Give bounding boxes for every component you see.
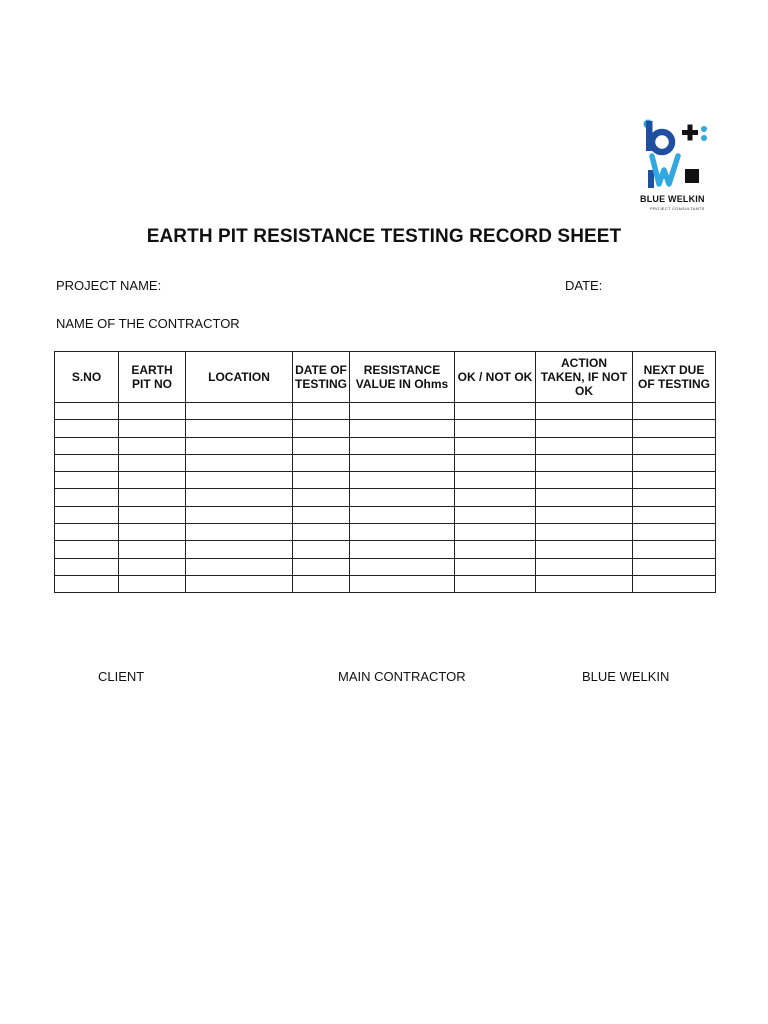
table-cell[interactable] bbox=[293, 575, 350, 592]
table-cell[interactable] bbox=[350, 420, 455, 437]
table-cell[interactable] bbox=[55, 403, 119, 420]
table-cell[interactable] bbox=[119, 506, 186, 523]
table-cell[interactable] bbox=[536, 541, 633, 558]
table-cell[interactable] bbox=[55, 437, 119, 454]
table-cell[interactable] bbox=[55, 472, 119, 489]
table-cell[interactable] bbox=[186, 403, 293, 420]
table-cell[interactable] bbox=[186, 558, 293, 575]
header-date-of-testing: DATE OF TESTING bbox=[293, 352, 350, 403]
table-cell[interactable] bbox=[350, 524, 455, 541]
table-cell[interactable] bbox=[119, 575, 186, 592]
table-cell[interactable] bbox=[293, 489, 350, 506]
table-cell[interactable] bbox=[186, 575, 293, 592]
table-cell[interactable] bbox=[55, 454, 119, 471]
table-cell[interactable] bbox=[633, 420, 716, 437]
table-cell[interactable] bbox=[455, 506, 536, 523]
table-cell[interactable] bbox=[293, 506, 350, 523]
record-table bbox=[54, 351, 716, 593]
table-cell[interactable] bbox=[536, 454, 633, 471]
table-cell[interactable] bbox=[186, 489, 293, 506]
table-cell[interactable] bbox=[55, 524, 119, 541]
logo-company-name: BLUE WELKIN bbox=[640, 194, 705, 204]
table-header-row bbox=[55, 352, 716, 403]
table-cell[interactable] bbox=[536, 420, 633, 437]
table-cell[interactable] bbox=[633, 541, 716, 558]
table-cell[interactable] bbox=[186, 541, 293, 558]
table-cell[interactable] bbox=[293, 524, 350, 541]
table-cell[interactable] bbox=[186, 437, 293, 454]
table-cell[interactable] bbox=[455, 437, 536, 454]
table-cell[interactable] bbox=[293, 420, 350, 437]
table-cell[interactable] bbox=[350, 403, 455, 420]
table-cell[interactable] bbox=[186, 454, 293, 471]
header-sno: S.NO bbox=[55, 352, 119, 403]
table-cell[interactable] bbox=[633, 437, 716, 454]
table-row bbox=[55, 575, 716, 592]
header-earth-pit-no: EARTH PIT NO bbox=[119, 352, 186, 403]
table-cell[interactable] bbox=[350, 506, 455, 523]
signature-blue-welkin: BLUE WELKIN bbox=[582, 669, 670, 684]
header-resistance-value: RESISTANCE VALUE IN Ohms bbox=[350, 352, 455, 403]
signature-main-contractor: MAIN CONTRACTOR bbox=[338, 669, 466, 684]
table-cell[interactable] bbox=[455, 575, 536, 592]
table-cell[interactable] bbox=[119, 403, 186, 420]
blue-welkin-logo-icon bbox=[640, 116, 710, 188]
contractor-label: NAME OF THE CONTRACTOR bbox=[56, 316, 240, 331]
table-cell[interactable] bbox=[633, 489, 716, 506]
table-cell[interactable] bbox=[455, 524, 536, 541]
table-cell[interactable] bbox=[186, 472, 293, 489]
table-cell[interactable] bbox=[455, 403, 536, 420]
table-cell[interactable] bbox=[350, 575, 455, 592]
table-row bbox=[55, 489, 716, 506]
table-cell[interactable] bbox=[119, 420, 186, 437]
table-cell[interactable] bbox=[293, 541, 350, 558]
table-cell[interactable] bbox=[455, 558, 536, 575]
table-cell[interactable] bbox=[186, 420, 293, 437]
table-cell[interactable] bbox=[633, 454, 716, 471]
table-cell[interactable] bbox=[455, 472, 536, 489]
table-cell[interactable] bbox=[119, 524, 186, 541]
table-cell[interactable] bbox=[536, 403, 633, 420]
table-cell[interactable] bbox=[119, 472, 186, 489]
table-cell[interactable] bbox=[55, 489, 119, 506]
table-row bbox=[55, 541, 716, 558]
table-cell[interactable] bbox=[293, 454, 350, 471]
table-cell[interactable] bbox=[293, 437, 350, 454]
table-row bbox=[55, 454, 716, 471]
header-action-taken: ACTION TAKEN, IF NOT OK bbox=[536, 352, 633, 403]
header-ok-not-ok: OK / NOT OK bbox=[455, 352, 536, 403]
table-cell[interactable] bbox=[536, 506, 633, 523]
table-cell[interactable] bbox=[55, 420, 119, 437]
table-row bbox=[55, 506, 716, 523]
logo-company-subtitle: PROJECT CONSULTANTS bbox=[650, 206, 705, 211]
table-row bbox=[55, 403, 716, 420]
signature-client: CLIENT bbox=[98, 669, 145, 684]
table-cell[interactable] bbox=[633, 472, 716, 489]
company-logo bbox=[640, 116, 730, 222]
table-cell[interactable] bbox=[350, 437, 455, 454]
table-cell[interactable] bbox=[55, 506, 119, 523]
table-cell[interactable] bbox=[186, 506, 293, 523]
table-row bbox=[55, 558, 716, 575]
table-cell[interactable] bbox=[350, 558, 455, 575]
table-cell[interactable] bbox=[455, 454, 536, 471]
header-next-due: NEXT DUE OF TESTING bbox=[633, 352, 716, 403]
table-cell[interactable] bbox=[55, 575, 119, 592]
project-name-label: PROJECT NAME: bbox=[56, 278, 162, 293]
table-cell[interactable] bbox=[119, 437, 186, 454]
table-cell[interactable] bbox=[455, 489, 536, 506]
table-cell[interactable] bbox=[350, 454, 455, 471]
table-row bbox=[55, 524, 716, 541]
table-cell[interactable] bbox=[536, 575, 633, 592]
table-cell[interactable] bbox=[350, 489, 455, 506]
table-body bbox=[55, 403, 716, 593]
table-cell[interactable] bbox=[55, 558, 119, 575]
table-cell[interactable] bbox=[455, 420, 536, 437]
table-row bbox=[55, 472, 716, 489]
table-cell[interactable] bbox=[119, 489, 186, 506]
table-cell[interactable] bbox=[119, 541, 186, 558]
table-cell[interactable] bbox=[186, 524, 293, 541]
table-cell[interactable] bbox=[536, 472, 633, 489]
table-cell[interactable] bbox=[455, 541, 536, 558]
table-cell[interactable] bbox=[633, 558, 716, 575]
table-cell[interactable] bbox=[293, 472, 350, 489]
table-cell[interactable] bbox=[536, 558, 633, 575]
table-cell[interactable] bbox=[119, 558, 186, 575]
table-cell[interactable] bbox=[633, 403, 716, 420]
page-title: EARTH PIT RESISTANCE TESTING RECORD SHEET bbox=[146, 226, 622, 247]
table-cell[interactable] bbox=[633, 575, 716, 592]
table-cell[interactable] bbox=[633, 524, 716, 541]
table-cell[interactable] bbox=[633, 506, 716, 523]
table-cell[interactable] bbox=[536, 437, 633, 454]
table-cell[interactable] bbox=[536, 489, 633, 506]
table-row bbox=[55, 437, 716, 454]
table-cell[interactable] bbox=[536, 524, 633, 541]
table-cell[interactable] bbox=[55, 541, 119, 558]
table-cell[interactable] bbox=[293, 403, 350, 420]
table-row bbox=[55, 420, 716, 437]
header-location: LOCATION bbox=[186, 352, 293, 403]
table-cell[interactable] bbox=[350, 541, 455, 558]
table-cell[interactable] bbox=[350, 472, 455, 489]
table-cell[interactable] bbox=[293, 558, 350, 575]
table-cell[interactable] bbox=[119, 454, 186, 471]
date-label: DATE: bbox=[565, 278, 603, 293]
